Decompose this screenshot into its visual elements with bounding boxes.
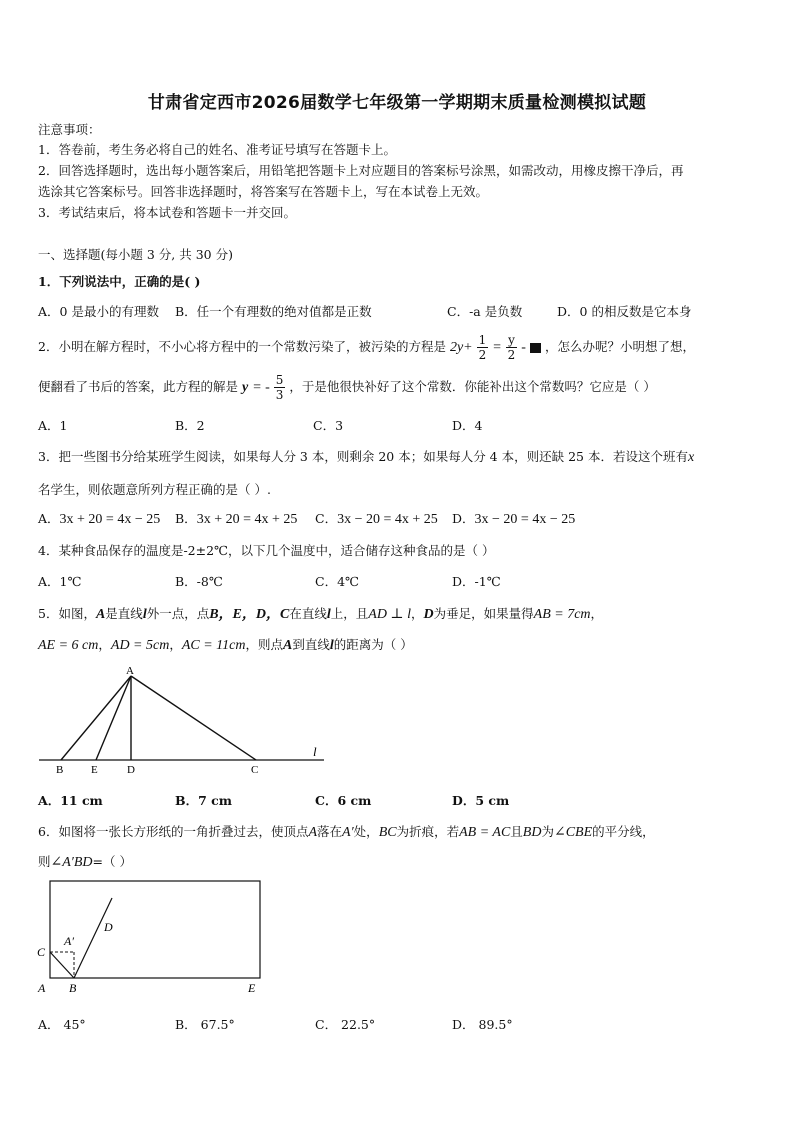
q5-option-d: D．5 cm	[452, 793, 510, 808]
q2-option-c: C．3	[313, 418, 344, 433]
q2-eq-right: -	[521, 340, 526, 355]
q3-d-eq: 3x − 20 = 4x − 25	[474, 512, 576, 527]
q6-text: =（ ）	[92, 854, 132, 869]
label-c: C	[37, 945, 46, 959]
q6-text: 6．如图将一张长方形纸的一角折叠过去，使顶点	[38, 824, 309, 839]
q2-stem-b: ，怎么办呢？小明想了想，	[544, 339, 695, 354]
q3-option-a	[38, 509, 160, 528]
q1-stem: 1．下列说法中，正确的是( )	[38, 274, 201, 289]
q5-point: A	[95, 607, 106, 622]
q2-f1-den: 2	[478, 348, 487, 362]
q6-text: 为折痕，若	[396, 824, 460, 839]
exam-title: 甘肃省定西市2026届数学七年级第一学期期末质量检测模拟试题	[147, 93, 647, 113]
q2-option-a: A．1	[38, 418, 68, 433]
q5-line-l: l	[326, 607, 331, 622]
label-c: C	[251, 764, 259, 776]
notes-heading: 注意事项：	[38, 122, 101, 137]
q4-stem: 4．某种食品保存的温度是-2±2℃，以下几个温度中，适合储存这种食品的是（ ）	[38, 543, 495, 558]
q5-text: 在直线	[289, 606, 327, 621]
q1-option-b: B．任一个有理数的绝对值都是正数	[175, 304, 372, 319]
q5-option-a: A．11 cm	[38, 793, 103, 808]
q5-points: B，E，D，C	[209, 607, 290, 622]
q5-text: 的距离为（ ）	[333, 637, 413, 652]
q5-perp: AD ⊥ l	[368, 607, 411, 622]
q2-eq-left: 2y+	[449, 340, 473, 355]
q5-ae: AE = 6 cm	[38, 638, 99, 653]
q3-b-label: B．	[175, 511, 197, 526]
q6-figure	[34, 876, 274, 1000]
note-3: 3．考试结束后，将本试卷和答题卡一并交回。	[38, 205, 296, 220]
label-a: A	[126, 665, 134, 677]
q5-text: 外一点，点	[146, 606, 210, 621]
q5-option-b: B．7 cm	[175, 793, 232, 808]
q2-line-1	[38, 330, 695, 365]
bisector-bd	[74, 898, 112, 978]
fold-crease-bc	[50, 952, 74, 978]
q1-option-c: C．-a 是负数	[447, 304, 523, 319]
q6-option-a: A． 45°	[38, 1017, 86, 1032]
q2-fraction-1	[477, 333, 489, 362]
q2-f2-den: 2	[507, 348, 516, 362]
q3-d-label: D．	[452, 511, 475, 526]
q2-stem-d: ，于是他很快补好了这个常数．你能补出这个常数吗？它应是（ ）	[289, 379, 656, 394]
q6-cbe: ∠CBE	[553, 825, 593, 840]
q2-option-d: D．4	[452, 418, 483, 433]
q2-option-b: B．2	[175, 418, 205, 433]
q2-line-2	[38, 370, 656, 405]
q6-text: 处，	[353, 824, 379, 839]
q3-a-label: A．	[38, 511, 60, 526]
q4-option-c: C．4℃	[315, 574, 360, 589]
q4-option-d: D．-1℃	[452, 574, 501, 589]
q5-ac: AC = 11cm	[181, 638, 246, 653]
label-e: E	[248, 981, 256, 995]
q3-b-eq: 3x + 20 = 4x + 25	[196, 512, 298, 527]
q3-stem-a: 3．把一些图书分给某班学生阅读，如果每人分 3 本，则剩余 20 本；如果每人分 4 本，则还缺 25 本．若设这个班有	[38, 449, 688, 464]
segment-ae	[96, 676, 131, 760]
note-2-line-2: 选涂其它答案标号。回答非选择题时，将答案写在答题卡上，写在本试卷上无效。	[38, 184, 489, 199]
q6-text: 则	[38, 854, 51, 869]
q6-line-1	[38, 822, 655, 841]
q6-bd: BD	[522, 825, 542, 840]
q5-line-2	[38, 635, 413, 654]
label-b: B	[56, 764, 64, 776]
q5-text: 是直线	[105, 606, 143, 621]
note-2-line-1: 2．回答选择题时，选出每小题答案后，用铅笔把答题卡上对应题目的答案标号涂黑，如需改动，用橡皮擦干净后，再	[38, 163, 684, 178]
q5-sep: ，	[169, 637, 182, 652]
q2-sol-var: y	[242, 380, 249, 395]
q5-line-1	[38, 603, 603, 623]
q5-figure	[34, 660, 334, 780]
q6-text: 落在	[317, 824, 343, 839]
q5-ad: AD = 5cm	[110, 638, 170, 653]
q3-stem-b: 名学生，则依题意所列方程正确的是（ ）.	[38, 482, 271, 497]
q6-abac: AB = AC	[459, 825, 511, 840]
q5-text: ，	[590, 606, 604, 621]
q2-stem-a: 2．小明在解方程时，不小心将方程中的一个常数污染了，被污染的方程是	[38, 339, 446, 354]
section-heading: 一、选择题(每小题 3 分, 共 30 分)	[38, 247, 233, 262]
q4-option-b: B．-8℃	[175, 574, 223, 589]
q6-line-2	[38, 852, 132, 871]
q6-point: A	[308, 825, 318, 840]
q6-option-d: D． 89.5°	[452, 1017, 513, 1032]
q2-sol-fraction	[274, 373, 286, 402]
q6-abd: ∠A′BD	[50, 855, 93, 870]
label-d: D	[104, 920, 113, 934]
q3-option-d	[452, 509, 575, 528]
label-a-prime: A′	[64, 934, 74, 948]
q5-text: ，	[410, 606, 424, 621]
q3-a-eq: 3x + 20 = 4x − 25	[59, 512, 161, 527]
q5-point: D	[423, 607, 434, 622]
q6-text: 且	[510, 824, 523, 839]
q3-var: x	[687, 450, 695, 465]
ink-blot-icon	[530, 343, 541, 353]
q2-f1-num: 1	[478, 333, 487, 347]
label-b: B	[69, 981, 77, 995]
q6-option-b: B． 67.5°	[175, 1017, 235, 1032]
q6-bc: BC	[378, 825, 397, 840]
q5-line-l: l	[142, 607, 147, 622]
q5-sep: ，	[98, 637, 111, 652]
q1-option-d: D．0 的相反数是它本身	[557, 304, 692, 319]
q5-point: A	[282, 638, 293, 653]
label-d: D	[127, 764, 135, 776]
label-e: E	[91, 764, 98, 776]
q2-f2-num: y	[506, 333, 518, 348]
q6-point: A′	[342, 825, 354, 840]
q3-option-c	[315, 509, 438, 528]
q3-line-1	[38, 447, 694, 466]
q2-stem-c: 便翻看了书后的答案，此方程的解是	[38, 379, 239, 394]
q2-eq-mid: =	[492, 340, 502, 355]
q2-sol-eq: = -	[252, 380, 270, 395]
q3-c-label: C．	[315, 511, 338, 526]
q6-option-c: C． 22.5°	[315, 1017, 376, 1032]
q5-text: 5．如图，	[38, 606, 96, 621]
q5-text: 为垂足，如果量得	[433, 606, 534, 621]
label-l: l	[313, 744, 317, 759]
label-a: A	[38, 981, 46, 995]
q5-line-l: l	[329, 638, 334, 653]
q3-option-b	[175, 509, 297, 528]
q4-option-a: A．1℃	[38, 574, 82, 589]
q2-sol-num: 5	[275, 373, 284, 387]
q6-text: 为	[541, 824, 554, 839]
q5-text: 上，且	[330, 606, 369, 621]
segment-ab	[61, 676, 131, 760]
q2-sol-den: 3	[275, 388, 284, 402]
q2-fraction-2	[506, 333, 518, 362]
q5-ab: AB = 7cm	[533, 607, 591, 622]
q5-option-c: C．6 cm	[315, 793, 372, 808]
note-1: 1．答卷前，考生务必将自己的姓名、准考证号填写在答题卡上。	[38, 142, 396, 157]
q5-text: ，则点	[245, 637, 283, 652]
q5-text: 到直线	[292, 637, 330, 652]
q1-option-a: A．0 是最小的有理数	[38, 304, 159, 319]
segment-ac	[131, 676, 256, 760]
q6-text: 的平分线，	[592, 824, 655, 839]
q3-c-eq: 3x − 20 = 4x + 25	[337, 512, 438, 527]
